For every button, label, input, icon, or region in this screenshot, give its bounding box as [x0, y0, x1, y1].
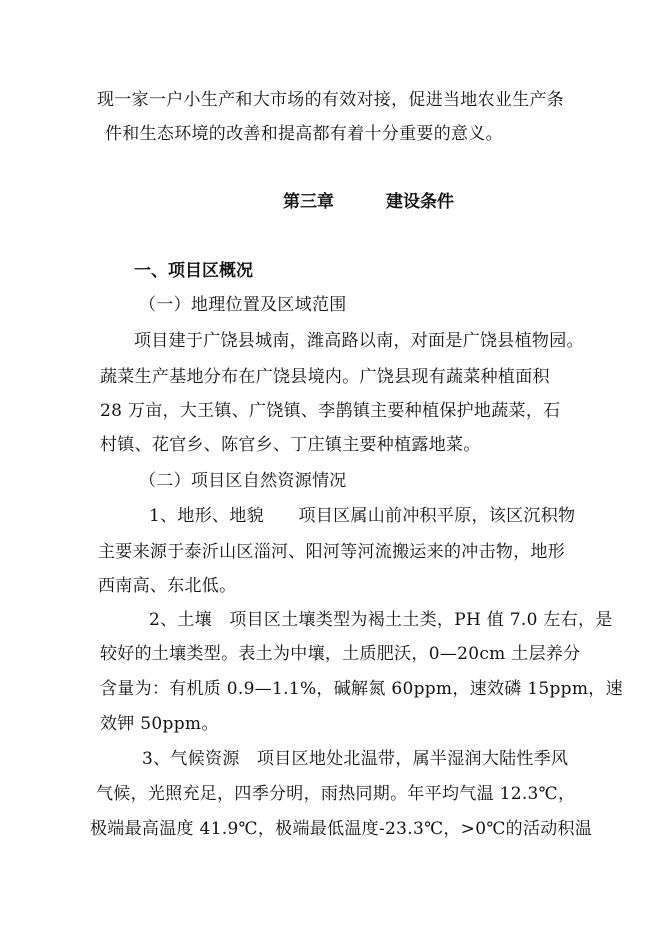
chapter-heading	[283, 190, 454, 214]
section-heading: 一、项目区概况	[134, 261, 253, 281]
location-line-3: 28 万亩，大王镇、广饶镇、李鹊镇主要种植保护地蔬菜，石	[100, 401, 561, 421]
intro-line-2: 件和生态环境的改善和提高都有着十分重要的意义。	[105, 124, 503, 144]
terrain-line-3: 西南高、东北低。	[98, 576, 237, 596]
subsection-heading-location: （一）地理位置及区域范围	[139, 295, 347, 315]
location-line-2: 蔬菜生产基地分布在广饶县境内。广饶县现有蔬菜种植面积	[100, 367, 550, 387]
climate-line-2: 气候，光照充足，四季分明，雨热同期。年平均气温 12.3℃，	[96, 784, 576, 804]
soil-line-2: 较好的土壤类型。表土为中壤，土质肥沃，0—20cm 土层养分	[100, 644, 581, 664]
terrain-line-2: 主要来源于泰沂山区淄河、阳河等河流搬运来的冲击物，地形	[98, 542, 566, 562]
soil-line-3: 含量为：有机质 0.9—1.1%，碱解氮 60ppm，速效磷 15ppm，速	[100, 679, 623, 699]
intro-line-1: 现一家一户小生产和大市场的有效对接，促进当地农业生产条	[97, 90, 565, 110]
chapter-number: 第三章	[283, 192, 334, 212]
climate-line-1: 3、气候资源 项目区地处北温带，属半湿润大陆性季风	[142, 749, 569, 769]
location-line-4: 村镇、花官乡、陈官乡、丁庄镇主要种植露地菜。	[100, 435, 481, 455]
chapter-title: 建设条件	[386, 192, 454, 212]
subsection-heading-resources: （二）项目区自然资源情况	[139, 471, 347, 491]
location-line-1: 项目建于广饶县城南，潍高路以南，对面是广饶县植物园。	[134, 331, 584, 351]
soil-line-1: 2、土壤 项目区土壤类型为褐土土类，PH 值 7.0 左右，是	[149, 610, 613, 630]
climate-line-3: 极端最高温度 41.9℃，极端最低温度-23.3℃，>0℃的活动积温	[90, 819, 593, 839]
terrain-line-1: 1、地形、地貌 项目区属山前冲积平原，该区沉积物	[149, 506, 576, 526]
soil-line-4: 效钾 50ppm。	[100, 714, 219, 734]
